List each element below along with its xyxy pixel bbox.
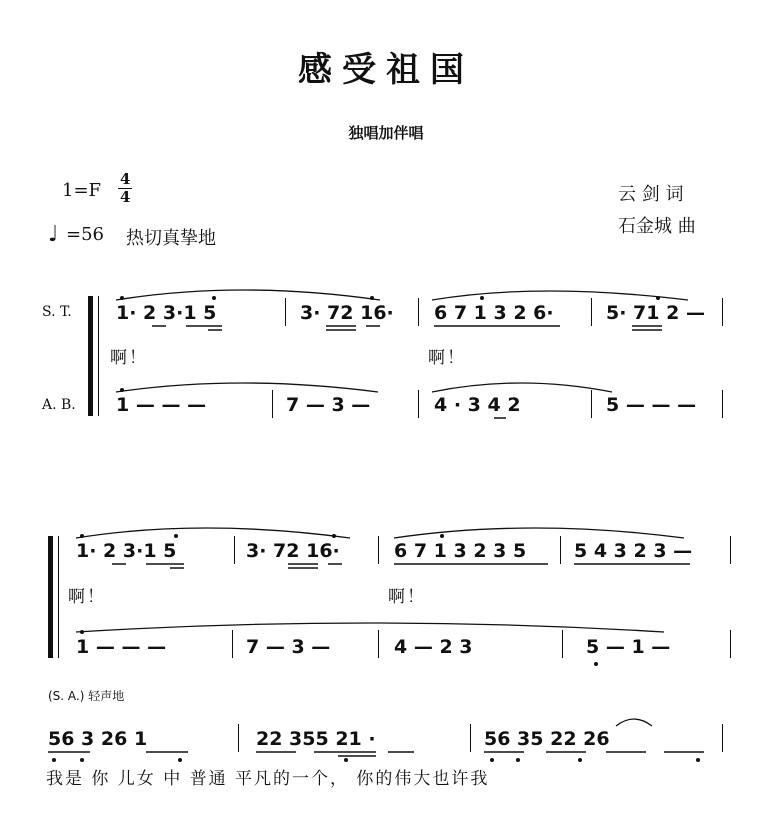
solo-measure-1: 56 3 26 1	[48, 728, 148, 750]
measure-3-lower: 4 · 3 4 2	[434, 394, 521, 416]
subtitle: 独唱加伴唱	[348, 124, 424, 142]
voice-label-upper: S. T.	[42, 304, 72, 320]
slur	[432, 291, 688, 300]
octave-dot	[120, 388, 124, 392]
octave-dot	[174, 534, 178, 538]
measure-7-lower: 4 — 2 3	[394, 636, 473, 658]
quarter-note-icon: ♩	[48, 222, 59, 247]
octave-dot	[594, 662, 598, 666]
solo-measure-3: 56 35 22 26	[484, 728, 610, 750]
octave-dot	[80, 630, 84, 634]
lyric-exclamation: 啊！	[428, 348, 466, 368]
measure-1-lower: 1 — — —	[116, 394, 207, 416]
measure-6: 3· 72 16·	[246, 540, 340, 562]
lyric-exclamation: 啊！	[388, 587, 426, 607]
octave-dot	[578, 758, 582, 762]
octave-dot	[370, 296, 374, 300]
octave-dot	[80, 534, 84, 538]
measure-3: 6 7 1 3 2 6·	[434, 302, 554, 324]
octave-dot	[178, 758, 182, 762]
time-sig-bottom: 4	[120, 188, 131, 206]
octave-dot	[656, 296, 660, 300]
lyricist: 云 剑 词	[618, 184, 684, 205]
octave-dot	[440, 534, 444, 538]
solo-direction: (S. A.) 轻声地	[48, 689, 125, 703]
octave-dot	[332, 534, 336, 538]
lyric-exclamation: 啊！	[68, 587, 106, 607]
octave-dot	[52, 758, 56, 762]
octave-dot	[344, 758, 348, 762]
lyric-exclamation: 啊！	[110, 348, 148, 368]
measure-8-lower: 5 — 1 —	[586, 636, 671, 658]
slur	[394, 528, 684, 538]
composer: 石金城 曲	[618, 216, 696, 237]
measure-8: 5 4 3 2 3 —	[574, 540, 693, 562]
measure-5: 1· 2 3·1 5	[76, 540, 177, 562]
slur	[432, 383, 612, 392]
key-signature: 1=F	[62, 180, 102, 201]
slur	[76, 623, 664, 632]
octave-dot	[490, 758, 494, 762]
slur	[116, 290, 380, 300]
measure-1: 1· 2 3·1 5	[116, 302, 217, 324]
octave-dot	[480, 296, 484, 300]
tempo: =56	[66, 224, 104, 245]
measure-4-lower: 5 — — —	[606, 394, 697, 416]
octave-dot	[80, 758, 84, 762]
octave-dot	[516, 758, 520, 762]
measure-5-lower: 1 — — —	[76, 636, 167, 658]
octave-dot	[212, 296, 216, 300]
measure-7: 6 7 1 3 2 3 5	[394, 540, 527, 562]
measure-2: 3· 72 16·	[300, 302, 394, 324]
solo-measure-2: 22 355 21 ·	[256, 728, 376, 750]
solo-lyrics: 我是 你 儿女 中 普通 平凡的一个， 你的伟大也许我	[46, 769, 490, 789]
voice-label-lower: A. B.	[42, 397, 76, 413]
page-title: 感受祖国	[298, 50, 474, 90]
slur	[616, 719, 652, 726]
expression: 热切真挚地	[126, 228, 216, 249]
slur	[116, 383, 378, 392]
time-sig-top: 4	[120, 170, 131, 188]
octave-dot	[120, 296, 124, 300]
slur	[76, 528, 350, 538]
measure-4: 5· 71 2 —	[606, 302, 705, 324]
octave-dot	[696, 758, 700, 762]
measure-2-lower: 7 — 3 —	[286, 394, 371, 416]
measure-6-lower: 7 — 3 —	[246, 636, 331, 658]
